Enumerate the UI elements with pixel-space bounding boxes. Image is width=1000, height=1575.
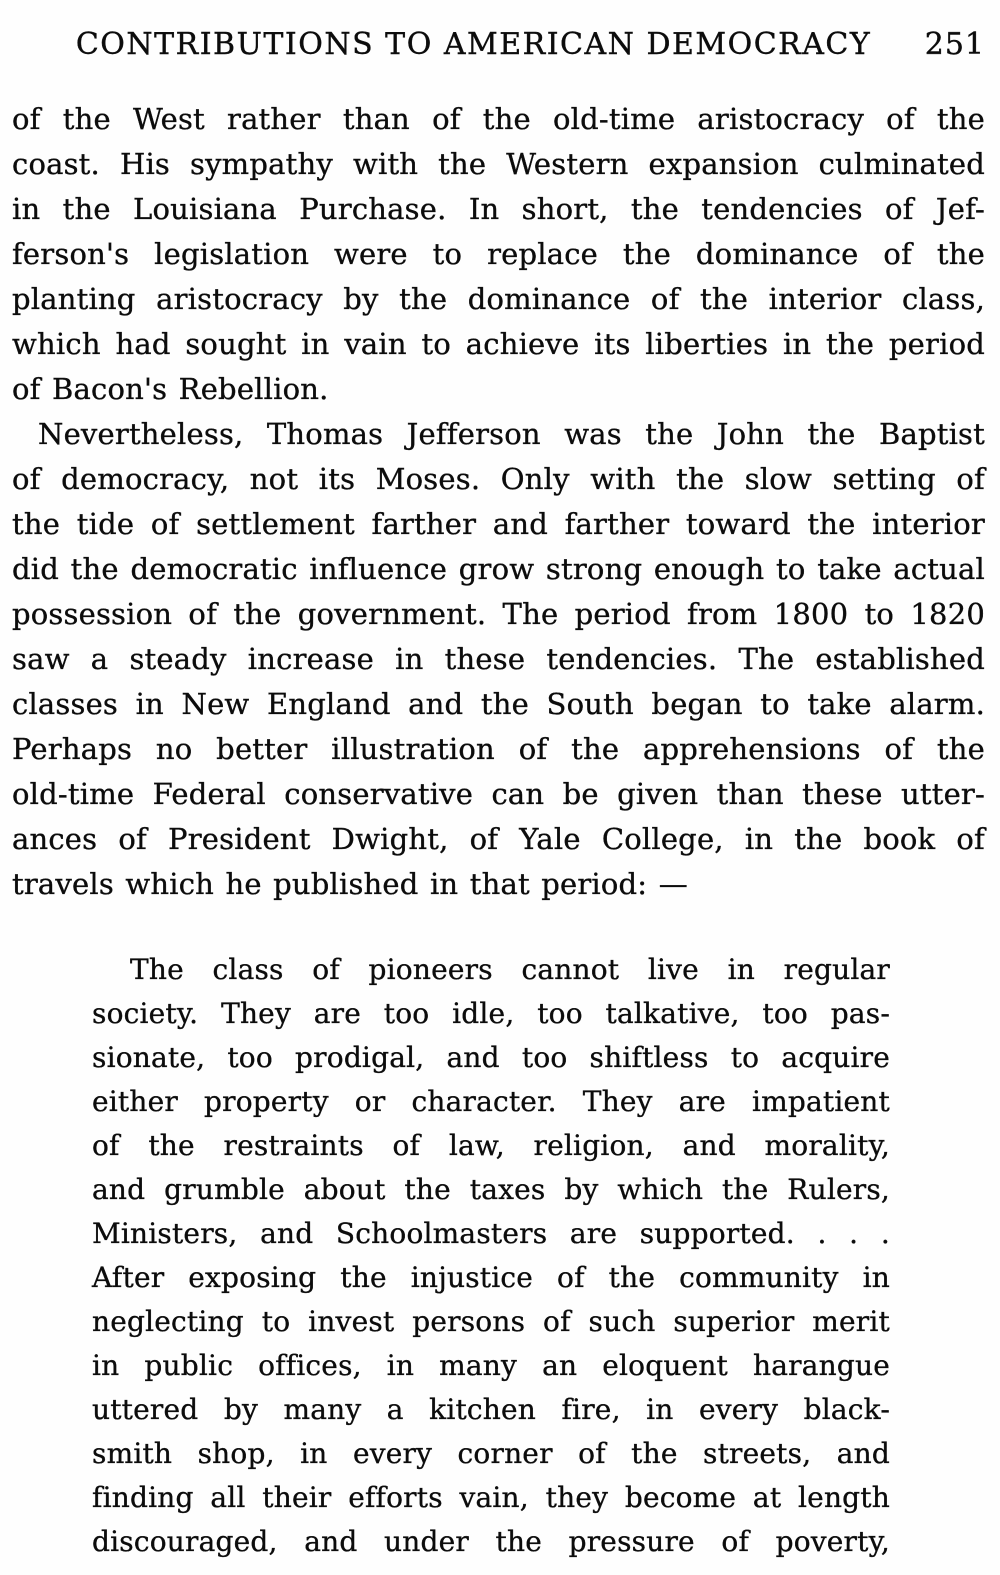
- text-line: sionate, too prodigal, and too shiftless to acquire: [92, 1041, 890, 1074]
- text-line: Ministers, and Schoolmasters are supported. . . .: [92, 1217, 890, 1250]
- page-header-title: CONTRIBUTIONS TO AMERICAN DEMOCRACY: [75, 27, 872, 62]
- text-line: The class of pioneers cannot live in regular: [130, 953, 890, 986]
- text-line: in public offices, in many an eloquent harangue: [92, 1349, 890, 1382]
- text-line: Nevertheless, Thomas Jefferson was the John the Baptist: [38, 417, 985, 451]
- page-number: 251: [924, 27, 985, 62]
- text-line: of the West rather than of the old-time aristocracy of the: [12, 102, 985, 136]
- text-line: coast. His sympathy with the Western expansion culminated: [12, 147, 985, 181]
- text-line: society. They are too idle, too talkative, too pas-: [92, 997, 890, 1030]
- text-line: finding all their efforts vain, they become at length: [92, 1481, 890, 1514]
- text-line: neglecting to invest persons of such superior merit: [92, 1305, 890, 1338]
- block-quote: [92, 948, 890, 1564]
- running-head: [12, 24, 985, 66]
- text-line: smith shop, in every corner of the streets, and: [92, 1437, 890, 1470]
- text-line: After exposing the injustice of the community in: [92, 1261, 890, 1294]
- text-line: of Bacon's Rebellion.: [12, 372, 329, 406]
- paragraph-2: [12, 412, 985, 907]
- main-text: [12, 97, 985, 907]
- text-line: of the restraints of law, religion, and morality,: [92, 1129, 890, 1162]
- text-line: in the Louisiana Purchase. In short, the tendencies of Jef-: [12, 192, 985, 226]
- text-line: planting aristocracy by the dominance of the interior class,: [12, 282, 985, 316]
- text-line: ances of President Dwight, of Yale College, in the book of: [12, 822, 985, 856]
- text-line: saw a steady increase in these tendencies. The established: [12, 642, 985, 676]
- text-line: the tide of settlement farther and farther toward the interior: [12, 507, 985, 541]
- text-line: and grumble about the taxes by which the Rulers,: [92, 1173, 890, 1206]
- text-line: uttered by many a kitchen fire, in every black-: [92, 1393, 890, 1426]
- text-line: of democracy, not its Moses. Only with the slow setting of: [12, 462, 985, 496]
- text-line: discouraged, and under the pressure of poverty,: [92, 1525, 890, 1558]
- text-line: did the democratic influence grow strong enough to take actual: [12, 552, 985, 586]
- text-line: ferson's legislation were to replace the dominance of the: [12, 237, 985, 271]
- text-line: either property or character. They are impatient: [92, 1085, 890, 1118]
- text-line: old-time Federal conservative can be given than these utter-: [12, 777, 985, 811]
- text-line: possession of the government. The period from 1800 to 1820: [12, 597, 985, 631]
- text-line: travels which he published in that period: —: [12, 867, 688, 901]
- text-line: classes in New England and the South began to take alarm.: [12, 687, 985, 721]
- text-line: which had sought in vain to achieve its liberties in the period: [12, 327, 985, 361]
- text-line: Perhaps no better illustration of the apprehensions of the: [12, 732, 985, 766]
- paragraph-1: [12, 97, 985, 412]
